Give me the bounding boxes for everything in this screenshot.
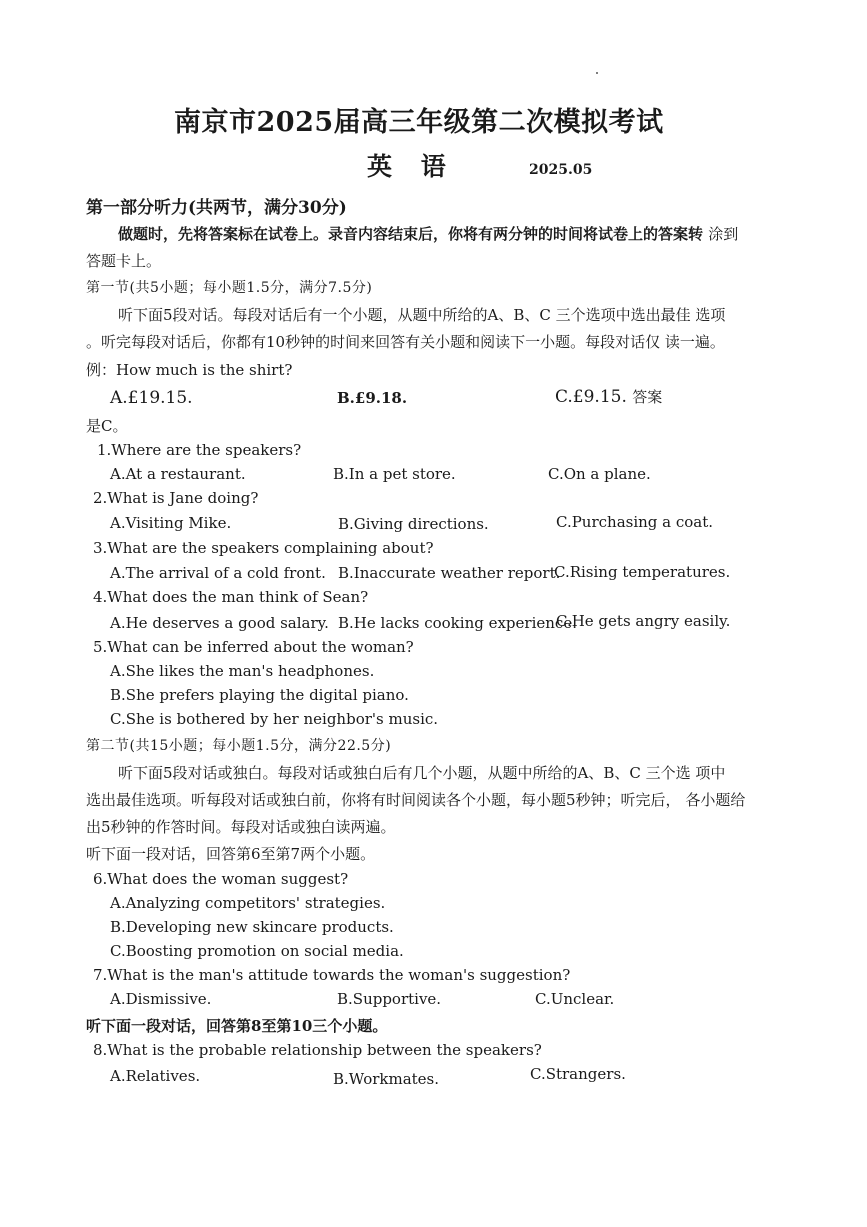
q1-option-a: A.At a restaurant. (110, 465, 246, 483)
exam-title: 南京市2025届高三年级第二次模拟考试 (174, 107, 664, 138)
part1-heading: 第一部分听力(共两节，满分30分) (86, 198, 347, 218)
q8-option-c: C.Strangers. (530, 1065, 626, 1083)
example-answer-tail: 答案 (632, 388, 663, 406)
q2-option-b: B.Giving directions. (338, 515, 489, 533)
question-1: 1.Where are the speakers? (97, 441, 302, 459)
part1-instruction-bold: 做题时，先将答案标在试卷上。录音内容结束后，你将有两分钟的时间将试卷上的答案转 (118, 225, 704, 243)
example-option-a: A.£19.15. (110, 388, 193, 408)
question-3: 3.What are the speakers complaining about? (93, 539, 434, 557)
section1-heading: 第一节(共5小题；每小题1.5分，满分7.5分) (86, 280, 373, 296)
question-7: 7.What is the man's attitude towards the woman's suggestion? (93, 966, 571, 984)
q5-option-a: A.She likes the man's headphones. (110, 662, 375, 680)
q4-option-a: A.He deserves a good salary. (110, 614, 329, 632)
q8-option-b: B.Workmates. (333, 1070, 440, 1088)
section1-directions-line2: 。听完每段对话后，你都有10秒钟的时间来回答有关小题和阅读下一小题。每段对话仅 读一遍。 (86, 333, 725, 351)
q1-option-c: C.On a plane. (548, 465, 651, 483)
q7-option-b: B.Supportive. (337, 990, 442, 1008)
group-8-10-intro: 听下面一段对话，回答第8至第10三个小题。 (86, 1017, 388, 1035)
q3-option-c: C.Rising temperatures. (554, 563, 731, 581)
q6-option-c: C.Boosting promotion on social media. (110, 942, 404, 960)
q7-option-c: C.Unclear. (535, 990, 615, 1008)
q5-option-b: B.She prefers playing the digital piano. (110, 686, 409, 704)
group-6-7-intro: 听下面一段对话，回答第6至第7两个小题。 (86, 845, 376, 863)
question-6: 6.What does the woman suggest? (93, 870, 349, 888)
section2-directions-line2: 选出最佳选项。听每段对话或独白前，你将有时间阅读各个小题，每小题5秒钟；听完后， 各小题给 (86, 791, 746, 809)
question-8: 8.What is the probable relationship between the speakers? (93, 1041, 542, 1059)
subject-title: 英 语 (367, 152, 456, 181)
q5-option-c: C.She is bothered by her neighbor's music. (110, 710, 439, 728)
q8-option-a: A.Relatives. (110, 1067, 201, 1085)
question-5: 5.What can be inferred about the woman? (93, 638, 414, 656)
q3-option-a: A.The arrival of a cold front. (110, 564, 326, 582)
example-option-c (555, 386, 662, 407)
q1-option-b: B.In a pet store. (333, 465, 456, 483)
part1-instruction-line2: 答题卡上。 (86, 252, 162, 270)
q6-option-b: B.Developing new skincare products. (110, 918, 394, 936)
part1-instruction (118, 223, 738, 244)
section1-directions-line1: 听下面5段对话。每段对话后有一个小题，从题中所给的A、B、C 三个选项中选出最佳 选项 (118, 306, 726, 324)
scan-speck (596, 72, 598, 74)
example-question: 例：How much is the shirt? (86, 361, 293, 379)
q7-option-a: A.Dismissive. (110, 990, 212, 1008)
question-2: 2.What is Jane doing? (93, 489, 259, 507)
section2-directions-line1: 听下面5段对话或独白。每段对话或独白后有几个小题，从题中所给的A、B、C 三个选 项中 (118, 764, 726, 782)
example-option-b: B.£9.18. (337, 389, 408, 407)
example-answer: 是C。 (86, 417, 128, 435)
question-4: 4.What does the man think of Sean? (93, 588, 369, 606)
q2-option-c: C.Purchasing a coat. (556, 513, 714, 531)
q4-option-c: C.He gets angry easily. (556, 612, 731, 630)
section2-directions-line3: 出5秒钟的作答时间。每段对话或独白读两遍。 (86, 818, 396, 836)
exam-date: 2025.05 (529, 162, 593, 178)
q2-option-a: A.Visiting Mike. (110, 514, 232, 532)
example-option-c-text: C.£9.15. (555, 387, 627, 407)
q6-option-a: A.Analyzing competitors' strategies. (110, 894, 386, 912)
q4-option-b: B.He lacks cooking experience. (338, 614, 577, 632)
q3-option-b: B.Inaccurate weather report. (338, 564, 561, 582)
section2-heading: 第二节(共15小题；每小题1.5分，满分22.5分) (86, 738, 392, 754)
part1-instruction-tail: 涂到 (708, 225, 739, 243)
